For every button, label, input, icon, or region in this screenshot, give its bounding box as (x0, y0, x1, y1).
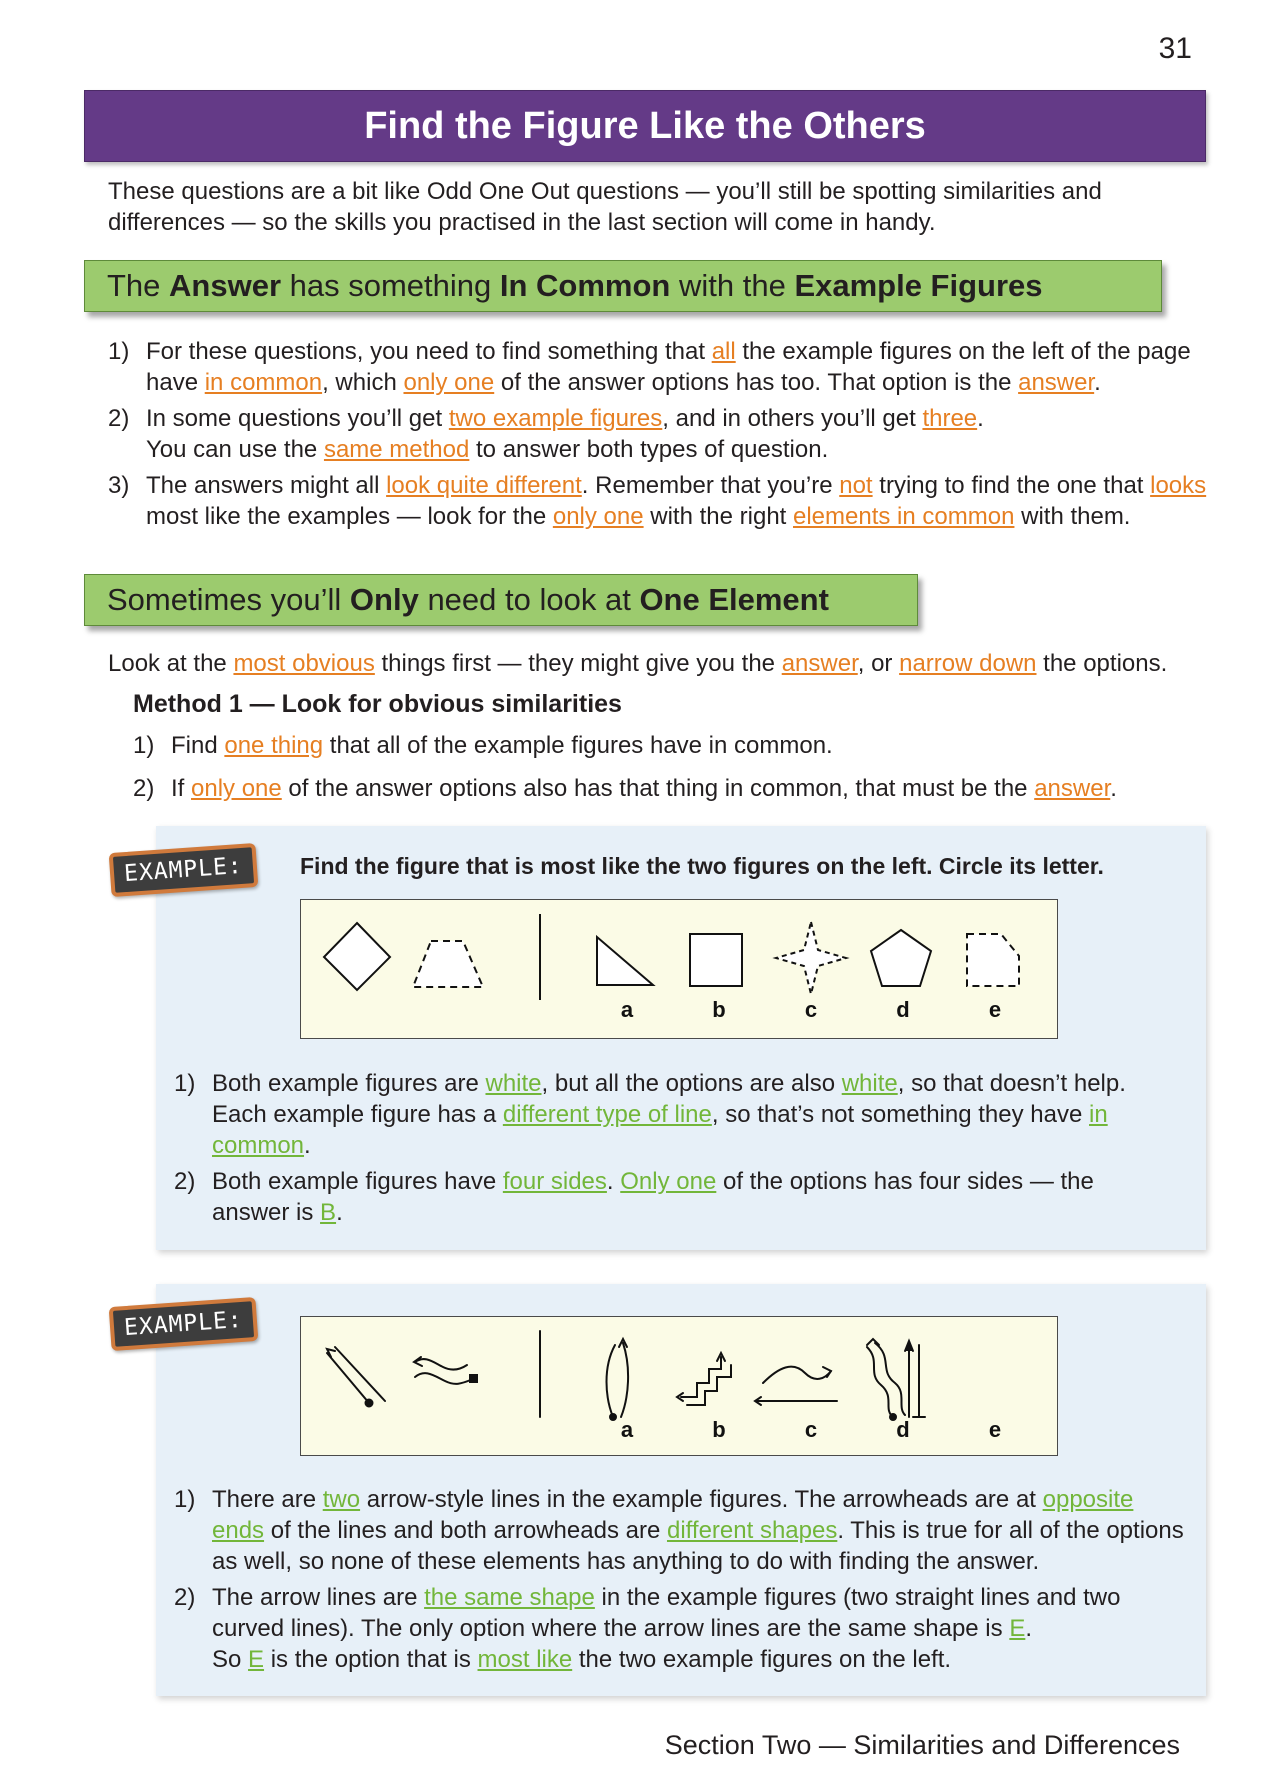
list-item: 1) For these questions, you need to find something that all the example figures on the left of the page have in common, which only one of the answer options has too. That option is the answer. (108, 338, 1191, 396)
diamond-figure (324, 923, 390, 990)
option-c-arrows (755, 1367, 837, 1405)
list-item: 2) The arrow lines are the same shape in the example figures (two straight lines and two curved lines). The only option where the arrow lines are the same shape is E. So E is the option that is most like the two example figures on the left. (174, 1584, 1121, 1673)
option-label-c[interactable]: c (804, 997, 818, 1022)
list-item: 1) Both example figures are white, but all the options are also white, so that doesn’t help. Each example figure has a different type of line, so that’s not something they have in common. (174, 1070, 1126, 1159)
list-item: 2) If only one of the answer options also has that thing in common, that must be the answer. (133, 775, 1117, 802)
list-item: 1) There are two arrow-style lines in the example figures. The arrowheads are at opposite ends of the lines and both arrowheads are different shapes. This is true for all of the options as well, so none of these elements has anything to do with finding the answer. (174, 1486, 1184, 1575)
option-b-arrows (677, 1353, 731, 1405)
option-label-e[interactable]: e (988, 997, 1002, 1022)
section-footer: Section Two — Similarities and Differences (664, 1730, 1180, 1760)
page-title: Find the Figure Like the Others (84, 90, 1206, 162)
square-figure (690, 934, 742, 986)
intro-paragraph: These questions are a bit like Odd One Out questions — you’ll still be spotting similarities and differences — so the skills you practised in the last section will come in handy. (108, 178, 1102, 236)
section-heading-one-element: Sometimes you’ll Only need to look at One Element (84, 574, 918, 626)
pentagon-figure (871, 930, 931, 986)
example1-explanation (174, 1068, 1174, 1233)
method-steps (133, 730, 1183, 816)
example-badge: EXAMPLE: (109, 843, 258, 897)
list-item: 1) Find one thing that all of the example figures have in common. (133, 732, 833, 759)
list-item: 2) In some questions you’ll get two example figures, and in others you’ll get three. You can use the same method to answer both types of question. (108, 405, 984, 463)
method-title: Method 1 — Look for obvious similarities (133, 690, 622, 718)
option-label-b[interactable]: b (712, 1417, 726, 1442)
look-first-paragraph: Look at the most obvious things first — they might give you the answer, or narrow down the options. (108, 650, 1168, 677)
option-a-arrows (607, 1339, 629, 1420)
straight-arrows-figure (327, 1347, 385, 1407)
triangle-figure (597, 937, 653, 985)
dashed-trapezoid-figure (413, 941, 483, 987)
option-label-c[interactable]: c (804, 1417, 818, 1442)
option-e-arrows (905, 1341, 925, 1417)
example-question: Find the figure that is most like the two figures on the left. Circle its letter. (300, 853, 1104, 879)
option-label-d[interactable]: d (896, 997, 910, 1022)
curved-arrows-figure (414, 1357, 477, 1384)
option-label-e[interactable]: e (988, 1417, 1002, 1442)
example2-explanation (174, 1484, 1184, 1680)
dashed-pentagon-figure (967, 934, 1019, 986)
list-item: 3) The answers might all look quite different. Remember that you’re not trying to find the one that looks most like the examples — look for the only one with the right elements in common with them. (108, 472, 1207, 530)
option-d-arrows (867, 1339, 905, 1420)
figure-box-1 (300, 899, 1058, 1039)
option-label-b[interactable]: b (712, 997, 726, 1022)
section1-list (108, 336, 1228, 537)
list-item: 2) Both example figures have four sides. Only one of the options has four sides — the answer is B. (174, 1168, 1094, 1226)
shapes-figure (301, 900, 1057, 1038)
option-label-a[interactable]: a (620, 1417, 634, 1442)
figure-box-2 (300, 1316, 1058, 1456)
section-heading-answer-in-common: The Answer has something In Common with the Example Figures (84, 260, 1162, 312)
dashed-star-figure (776, 922, 846, 994)
option-label-a[interactable]: a (620, 997, 634, 1022)
option-label-d[interactable]: d (896, 1417, 910, 1442)
example-badge: EXAMPLE: (109, 1297, 258, 1351)
arrows-figure (301, 1317, 1057, 1455)
page-number: 31 (1158, 32, 1192, 65)
